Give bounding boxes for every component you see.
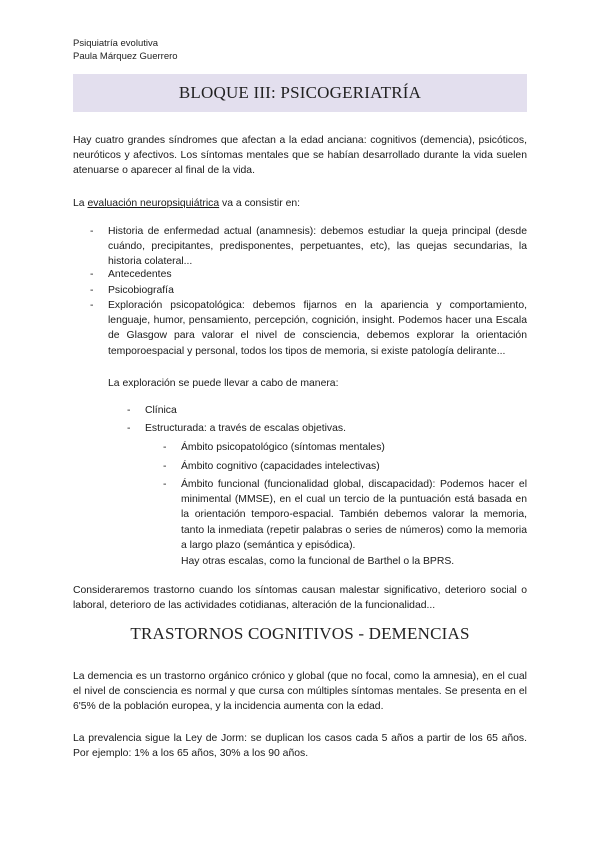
section-title: BLOQUE III: PSICOGERIATRÍA	[178, 83, 422, 102]
evaluation-intro	[73, 196, 527, 211]
subsection-title: TRASTORNOS COGNITIVOS - DEMENCIAS	[130, 624, 470, 643]
exploration-note: La exploración se puede llevar a cabo de manera:	[108, 378, 339, 389]
section-title-banner	[73, 74, 527, 112]
list-item: Psicobiografía	[108, 285, 174, 296]
eval-link-text: evaluación neuropsiquiátrica	[87, 198, 220, 209]
bullet-dash: -	[163, 479, 167, 490]
prevalence-paragraph: La prevalencia sigue la Ley de Jorm: se duplican los casos cada 5 años a partir de los 65 años. Por ejemplo: 1% a los 65 años, 30% a los 90 años.	[73, 733, 527, 760]
list-item: Antecedentes	[108, 269, 172, 280]
bullet-dash: -	[90, 269, 94, 280]
header-course: Psiquiatría evolutiva	[73, 38, 159, 49]
eval-suffix: va a consistir en:	[219, 198, 301, 209]
other-scales-note: Hay otras escalas, como la funcional de Barthel o la BPRS.	[181, 556, 455, 567]
list-item: Ámbito cognitivo (capacidades intelectivas)	[181, 461, 380, 472]
bullet-dash: -	[90, 285, 94, 296]
bullet-dash: -	[163, 442, 167, 453]
list-item: Ámbito psicopatológico (síntomas mentales)	[181, 442, 385, 453]
bullet-dash: -	[127, 423, 131, 434]
list-item: Exploración psicopatológica: debemos fijarnos en la apariencia y comportamiento, lenguaje, humor, pensamiento, percepción, cognición, insight. Podemos hacer una Escala de Glasgow para valorar el nivel de consciencia, debemos explorar la orientación temporoespacial y personal, todos los tipos de memoria, si existe patología delirante...	[108, 300, 527, 357]
list-item: Historia de enfermedad actual (anamnesis): debemos estudiar la queja principal (desde cuándo, precipitantes, predisponentes, perpetuantes, etc), las quejas secundarias, la historia colateral...	[108, 226, 527, 268]
list-item: Estructurada: a través de escalas objetivas.	[145, 423, 346, 434]
disorder-criteria-paragraph: Consideraremos trastorno cuando los síntomas causan malestar significativo, deterioro social o laboral, deterioro de las actividades cotidianas, alteración de la funcionalidad...	[73, 585, 527, 612]
bullet-dash: -	[163, 461, 167, 472]
bullet-dash: -	[90, 300, 94, 311]
bullet-dash: -	[90, 226, 94, 237]
list-item: Ámbito funcional (funcionalidad global, discapacidad): Podemos hacer el minimental (MMSE), en el cual un tercio de la puntuación está basada en la orientación temporo-espacial. También debemos valorar la memoria, tanto la inmediata (repetir palabras o series de números) como la memoria a largo plazo (semántica y episódica).	[181, 479, 527, 551]
eval-prefix: La	[73, 198, 88, 209]
dementia-definition-paragraph: La demencia es un trastorno orgánico crónico y global (que no focal, como la amnesia), en el cual el nivel de consciencia es normal y que cursa con múltiples síntomas mentales. Se presenta en el 6'5% de la población europea, y la incidencia aumenta con la edad.	[73, 671, 527, 713]
bullet-dash: -	[127, 405, 131, 416]
intro-paragraph: Hay cuatro grandes síndromes que afectan a la edad anciana: cognitivos (demencia), psicóticos, neuróticos y afectivos. Los síntomas mentales que se habían desarrollado durante la vida suelen atenuarse o aparecer al final de la vida.	[73, 135, 527, 177]
list-item: Clínica	[145, 405, 177, 416]
page-header	[73, 37, 178, 63]
header-author: Paula Márquez Guerrero	[73, 51, 178, 62]
